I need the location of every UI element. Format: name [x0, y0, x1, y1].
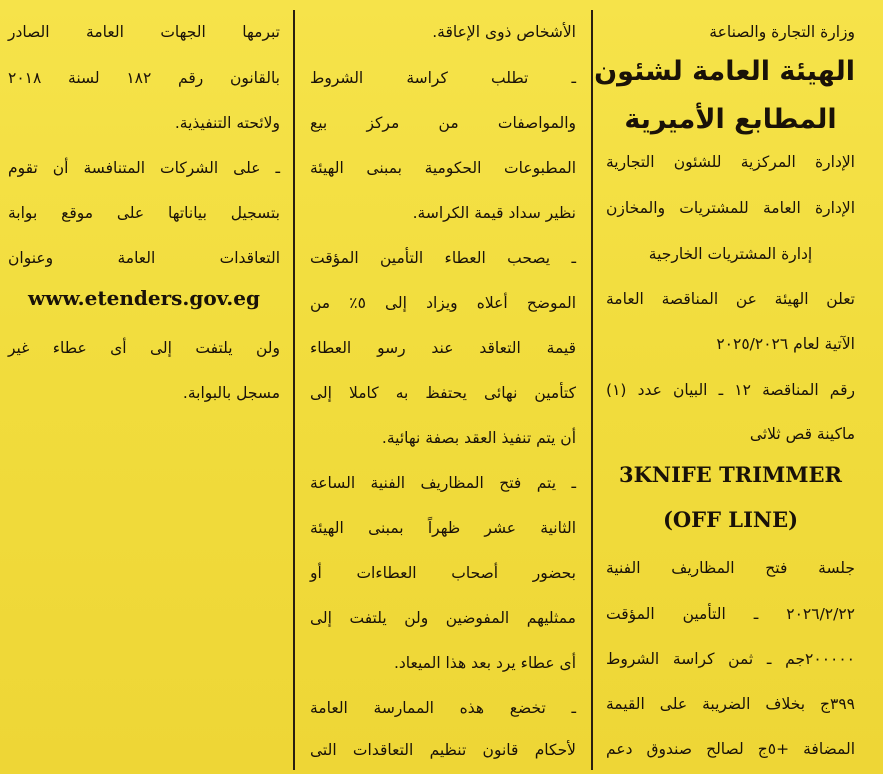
body-text: أى عطاء يرد بعد هذا الميعاد.: [393, 654, 576, 672]
body-text: ـ على الشركات المتنافسة أن تقوم: [8, 159, 280, 177]
body-text: ـ تخضع هذه الممارسة العامة: [310, 699, 576, 717]
authority-title: المطابع الأميرية: [624, 104, 837, 135]
body-text: كتأمين نهائى يحتفظ به كاملا إلى: [310, 384, 576, 402]
body-text: مسجل بالبوابة.: [182, 384, 280, 402]
body-text: نظير سداد قيمة الكراسة.: [412, 204, 576, 222]
department-name: الإدارة المركزية للشئون التجارية: [606, 153, 855, 171]
body-text: ـ يتم فتح المظاريف الفنية الساعة: [310, 474, 576, 492]
body-text: ممثليهم المفوضين ولن يلتفت إلى: [310, 609, 576, 627]
body-text: قيمة التعاقد عند رسو العطاء: [310, 339, 576, 357]
body-text: ولائحته التنفيذية.: [174, 114, 280, 132]
body-text: بتسجيل بياناتها على موقع بوابة: [8, 204, 280, 222]
machine-name: ماكينة قص ثلاثى: [749, 425, 855, 443]
body-text: الموضح أعلاه ويزاد إلى ٥٪ من: [310, 294, 576, 312]
department-name: إدارة المشتريات الخارجية: [648, 245, 813, 263]
body-text: ـ تطلب كراسة الشروط: [310, 69, 576, 87]
body-text: الأشخاص ذوى الإعاقة.: [432, 23, 576, 41]
body-text: ٢٠٢٦/٢/٢٢ ـ التأمين المؤقت: [606, 605, 855, 623]
body-text: جلسة فتح المظاريف الفنية: [606, 559, 855, 577]
authority-title: الهيئة العامة لشئون: [594, 56, 855, 87]
body-text: بالقانون رقم ١٨٢ لسنة ٢٠١٨: [8, 69, 280, 87]
body-text: ٣٩٩ج بخلاف الضريبة على القيمة: [606, 695, 855, 713]
tender-number: رقم المناقصة ١٢ ـ البيان عدد (١): [606, 381, 855, 399]
body-text: والمواصفات من مركز بيع: [310, 114, 576, 132]
body-text: أن يتم تنفيذ العقد بصفة نهائية.: [381, 429, 576, 447]
middle-column: [296, 0, 588, 774]
body-text: بحضور أصحاب العطاءات أو: [310, 564, 576, 582]
body-text: ولن يلتفت إلى أى عطاء غير: [8, 339, 280, 357]
ministry-name: وزارة التجارة والصناعة: [709, 23, 855, 41]
etenders-url: www.etenders.gov.eg: [28, 286, 260, 310]
department-name: الإدارة العامة للمشتريات والمخازن: [606, 199, 855, 217]
right-column: [592, 0, 883, 774]
body-text: لأحكام قانون تنظيم التعاقدات التى: [310, 741, 576, 759]
body-text: التعاقدات العامة وعنوان: [8, 249, 280, 267]
column-divider: [293, 10, 295, 770]
left-column: [0, 0, 292, 774]
body-text: ـ يصحب العطاء التأمين المؤقت: [310, 249, 576, 267]
machine-name-english: (OFF LINE): [662, 507, 799, 532]
body-text: تبرمها الجهات العامة الصادر: [8, 23, 280, 41]
body-text: ٢٠٠٠٠٠جم ـ ثمن كراسة الشروط: [606, 650, 855, 668]
body-text: الثانية عشر ظهراً بمبنى الهيئة: [310, 519, 576, 537]
body-text: المطبوعات الحكومية بمبنى الهيئة: [310, 159, 576, 177]
machine-name-english: 3KNIFE TRIMMER: [619, 462, 842, 487]
announcement-text: تعلن الهيئة عن المناقصة العامة: [606, 290, 855, 308]
announcement-text: الآتية لعام ٢٠٢٥/٢٠٢٦: [716, 335, 855, 353]
body-text: المضافة +٥ج لصالح صندوق دعم: [606, 740, 855, 758]
